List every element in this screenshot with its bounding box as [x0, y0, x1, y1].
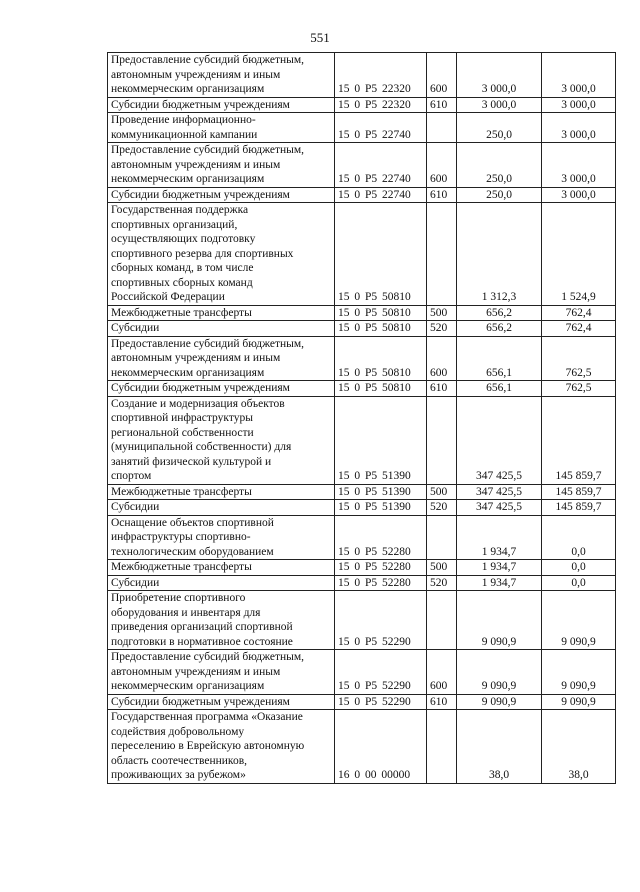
row-value-2019-cell: 347 425,5 — [457, 500, 542, 516]
row-code-cell: 15 0 P5 22320 — [335, 97, 427, 113]
row-value-2020-cell: 762,4 — [542, 305, 616, 321]
row-name-cell: Субсидии — [108, 500, 335, 516]
row-code-cell: 15 0 P5 52290 — [335, 694, 427, 710]
row-value-2020-cell: 9 090,9 — [542, 591, 616, 650]
row-value-2020-cell: 145 859,7 — [542, 484, 616, 500]
row-code-cell: 15 0 P5 22740 — [335, 113, 427, 143]
row-name-cell: Субсидии бюджетным учреждениям — [108, 187, 335, 203]
row-value-2019-cell: 250,0 — [457, 187, 542, 203]
row-name-cell: Приобретение спортивного оборудования и инвентаря для приведения организаций спортивной подготовки в нормативное состояние — [108, 591, 335, 650]
table-row — [108, 710, 616, 784]
row-value-2020-cell: 762,5 — [542, 336, 616, 381]
row-code-cell: 15 0 P5 52280 — [335, 560, 427, 576]
row-name-cell: Предоставление субсидий бюджетным, автономным учреждениям и иным некоммерческим организациям — [108, 53, 335, 98]
row-value-2020-cell: 3 000,0 — [542, 187, 616, 203]
row-code-cell: 15 0 P5 22740 — [335, 187, 427, 203]
table-row — [108, 113, 616, 143]
row-value-2020-cell: 9 090,9 — [542, 694, 616, 710]
row-vr-cell: 500 — [427, 305, 457, 321]
table-row — [108, 381, 616, 397]
row-value-2020-cell: 145 859,7 — [542, 500, 616, 516]
row-value-2019-cell: 38,0 — [457, 710, 542, 784]
row-name-cell: Государственная поддержка спортивных организаций, осуществляющих подготовку спортивного резерва для спортивных сборных команд, в том числе спортивных сборных команд Российской Федерации — [108, 203, 335, 306]
table-row — [108, 53, 616, 98]
row-code-cell: 15 0 P5 52280 — [335, 515, 427, 560]
row-name-cell: Субсидии — [108, 575, 335, 591]
budget-table-body — [108, 53, 616, 784]
table-row — [108, 484, 616, 500]
row-value-2020-cell: 38,0 — [542, 710, 616, 784]
row-code-cell: 15 0 P5 50810 — [335, 336, 427, 381]
row-value-2019-cell: 3 000,0 — [457, 97, 542, 113]
row-vr-cell — [427, 396, 457, 484]
row-vr-cell: 600 — [427, 143, 457, 188]
row-value-2020-cell: 3 000,0 — [542, 53, 616, 98]
row-vr-cell — [427, 113, 457, 143]
row-name-cell: Субсидии бюджетным учреждениям — [108, 97, 335, 113]
row-name-cell: Предоставление субсидий бюджетным, автономным учреждениям и иным некоммерческим организациям — [108, 143, 335, 188]
row-name-cell: Субсидии бюджетным учреждениям — [108, 694, 335, 710]
table-row — [108, 396, 616, 484]
row-vr-cell — [427, 591, 457, 650]
row-code-cell: 15 0 P5 51390 — [335, 484, 427, 500]
row-value-2019-cell: 1 312,3 — [457, 203, 542, 306]
row-name-cell: Создание и модернизация объектов спортивной инфраструктуры региональной собственности (муниципальной собственности) для занятий физической культурой и спортом — [108, 396, 335, 484]
row-value-2020-cell: 762,5 — [542, 381, 616, 397]
row-value-2019-cell: 1 934,7 — [457, 575, 542, 591]
table-row — [108, 515, 616, 560]
row-name-cell: Межбюджетные трансферты — [108, 305, 335, 321]
table-row — [108, 305, 616, 321]
row-vr-cell — [427, 203, 457, 306]
table-row — [108, 591, 616, 650]
row-value-2020-cell: 1 524,9 — [542, 203, 616, 306]
row-code-cell: 15 0 P5 50810 — [335, 203, 427, 306]
row-value-2019-cell: 347 425,5 — [457, 484, 542, 500]
row-value-2020-cell: 0,0 — [542, 560, 616, 576]
row-name-cell: Субсидии бюджетным учреждениям — [108, 381, 335, 397]
row-vr-cell — [427, 515, 457, 560]
row-name-cell: Государственная программа «Оказание содействия добровольному переселению в Еврейскую автономную область соотечественников, проживающих за рубежом» — [108, 710, 335, 784]
row-code-cell: 15 0 P5 52290 — [335, 591, 427, 650]
table-row — [108, 500, 616, 516]
row-vr-cell: 600 — [427, 336, 457, 381]
row-name-cell: Проведение информационно- коммуникационной кампании — [108, 113, 335, 143]
row-value-2020-cell: 3 000,0 — [542, 97, 616, 113]
row-value-2020-cell: 0,0 — [542, 515, 616, 560]
row-value-2019-cell: 9 090,9 — [457, 650, 542, 695]
row-vr-cell: 610 — [427, 187, 457, 203]
row-code-cell: 15 0 P5 22740 — [335, 143, 427, 188]
row-value-2019-cell: 9 090,9 — [457, 591, 542, 650]
table-row — [108, 203, 616, 306]
page-number: 551 — [310, 30, 330, 45]
row-value-2020-cell: 9 090,9 — [542, 650, 616, 695]
row-name-cell: Межбюджетные трансферты — [108, 560, 335, 576]
table-row — [108, 650, 616, 695]
row-vr-cell: 520 — [427, 500, 457, 516]
row-code-cell: 15 0 P5 50810 — [335, 321, 427, 337]
table-row — [108, 97, 616, 113]
row-vr-cell — [427, 710, 457, 784]
row-vr-cell: 520 — [427, 321, 457, 337]
row-code-cell: 15 0 P5 50810 — [335, 381, 427, 397]
row-value-2019-cell: 347 425,5 — [457, 396, 542, 484]
row-value-2019-cell: 656,2 — [457, 321, 542, 337]
row-value-2019-cell: 1 934,7 — [457, 560, 542, 576]
row-vr-cell: 610 — [427, 97, 457, 113]
row-code-cell: 15 0 P5 52280 — [335, 575, 427, 591]
table-row — [108, 143, 616, 188]
row-vr-cell: 610 — [427, 694, 457, 710]
row-vr-cell: 500 — [427, 484, 457, 500]
row-code-cell: 15 0 P5 51390 — [335, 396, 427, 484]
table-row — [108, 560, 616, 576]
row-name-cell: Предоставление субсидий бюджетным, автономным учреждениям и иным некоммерческим организациям — [108, 336, 335, 381]
row-value-2019-cell: 250,0 — [457, 113, 542, 143]
row-vr-cell: 610 — [427, 381, 457, 397]
row-name-cell: Межбюджетные трансферты — [108, 484, 335, 500]
row-code-cell: 16 0 00 00000 — [335, 710, 427, 784]
row-value-2020-cell: 145 859,7 — [542, 396, 616, 484]
row-code-cell: 15 0 P5 50810 — [335, 305, 427, 321]
row-vr-cell: 600 — [427, 53, 457, 98]
row-value-2020-cell: 3 000,0 — [542, 143, 616, 188]
row-code-cell: 15 0 P5 51390 — [335, 500, 427, 516]
row-code-cell: 15 0 P5 22320 — [335, 53, 427, 98]
table-row — [108, 694, 616, 710]
row-value-2020-cell: 762,4 — [542, 321, 616, 337]
row-value-2019-cell: 250,0 — [457, 143, 542, 188]
row-value-2020-cell: 0,0 — [542, 575, 616, 591]
row-value-2019-cell: 656,1 — [457, 381, 542, 397]
table-row — [108, 187, 616, 203]
table-row — [108, 336, 616, 381]
row-value-2019-cell: 3 000,0 — [457, 53, 542, 98]
budget-table — [107, 52, 616, 784]
row-code-cell: 15 0 P5 52290 — [335, 650, 427, 695]
row-vr-cell: 600 — [427, 650, 457, 695]
row-value-2019-cell: 1 934,7 — [457, 515, 542, 560]
row-name-cell: Оснащение объектов спортивной инфраструктуры спортивно- технологическим оборудованием — [108, 515, 335, 560]
row-name-cell: Предоставление субсидий бюджетным, автономным учреждениям и иным некоммерческим организациям — [108, 650, 335, 695]
row-vr-cell: 500 — [427, 560, 457, 576]
table-row — [108, 575, 616, 591]
row-value-2019-cell: 656,2 — [457, 305, 542, 321]
row-vr-cell: 520 — [427, 575, 457, 591]
row-value-2019-cell: 656,1 — [457, 336, 542, 381]
row-value-2019-cell: 9 090,9 — [457, 694, 542, 710]
row-value-2020-cell: 3 000,0 — [542, 113, 616, 143]
row-name-cell: Субсидии — [108, 321, 335, 337]
table-row — [108, 321, 616, 337]
